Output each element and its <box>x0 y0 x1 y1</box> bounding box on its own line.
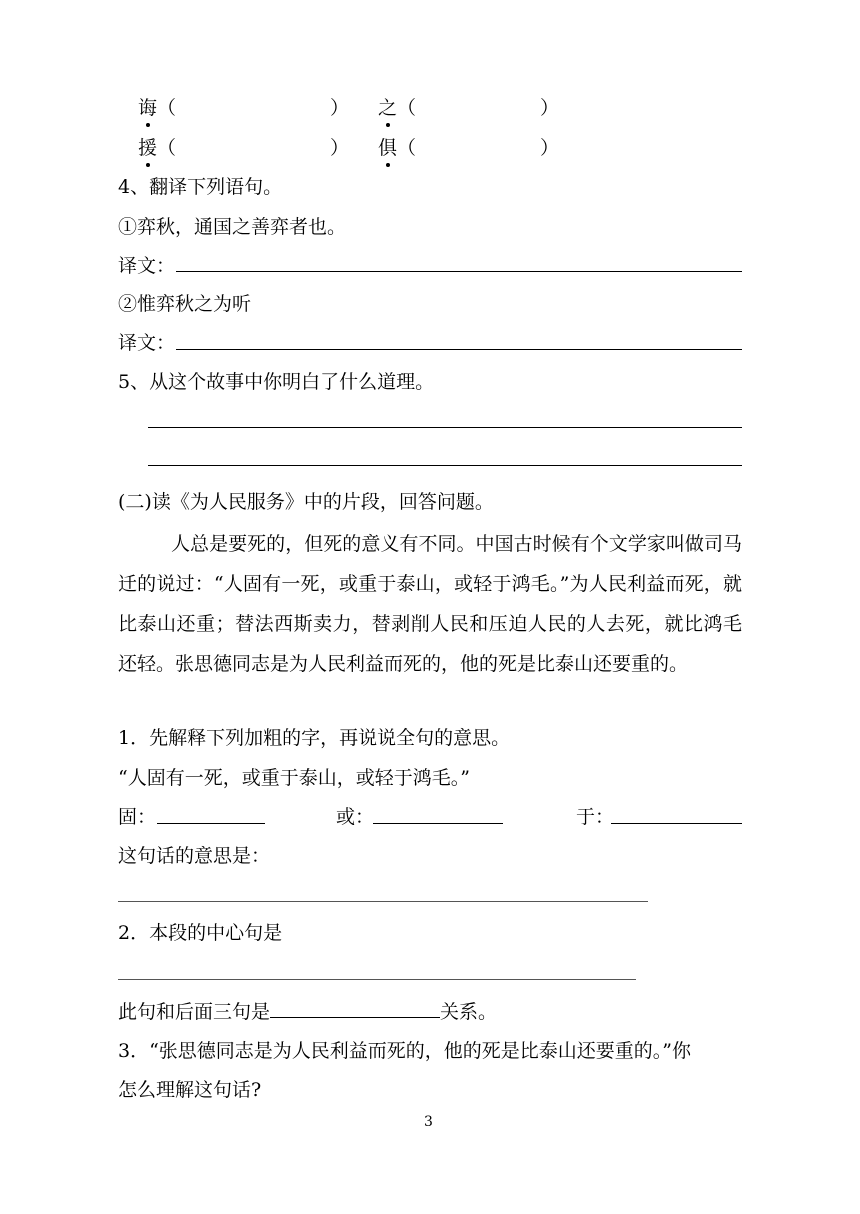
part2-heading: (二)读《为人民服务》中的片段，回答问题。 <box>118 491 494 513</box>
q1-quote: “人固有一死，或重于泰山，或轻于鸿毛。” <box>118 767 470 789</box>
q2-answer-line[interactable] <box>118 979 636 980</box>
q4-title: 4、翻译下列语句。 <box>118 176 283 198</box>
paren-close: ） <box>330 97 350 119</box>
gu-answer-line[interactable] <box>157 823 265 824</box>
vocab-char: 俱 <box>378 137 398 159</box>
q5-answer-line-2[interactable] <box>148 465 742 466</box>
vocab-row-1 <box>138 96 176 120</box>
translation-label-1: 译文： <box>118 255 176 277</box>
passage: 人总是要死的，但死的意义有不同。中国古时候有个文学家叫做司马迁的说过：“人固有一死，或重于泰山，或轻于鸿毛。”为人民利益而死，就比泰山还重；替法西斯卖力，替剥削人民和压迫人民的人去死，就比鸿毛还轻。张思德同志是为人民利益而死的，他的死是比泰山还要重的。 <box>118 533 742 675</box>
paren-open: （ <box>157 137 177 159</box>
vocab-char: 援 <box>138 137 158 159</box>
paren-close: ） <box>330 137 350 159</box>
relation-line <box>118 999 497 1024</box>
huo-answer-line[interactable] <box>373 823 503 824</box>
yu-answer-line[interactable] <box>611 823 742 824</box>
huo-label: 或： <box>336 806 375 828</box>
q2-title: 2．本段的中心句是 <box>118 922 283 944</box>
meaning-answer-line[interactable] <box>118 901 648 902</box>
paren-open: （ <box>157 97 177 119</box>
translation-label-2: 译文： <box>118 332 176 354</box>
gu-label: 固： <box>118 806 157 828</box>
paren-close: ） <box>540 97 560 119</box>
relation-answer-blank[interactable] <box>270 999 440 1018</box>
q3-line-1: 3．“张思德同志是为人民利益而死的，他的死是比泰山还要重的。”你 <box>118 1040 692 1062</box>
yu-label: 于： <box>576 806 615 828</box>
q4-sentence-1: ①弈秋，通国之善弈者也。 <box>118 216 347 238</box>
vocab-char: 之 <box>378 97 398 119</box>
page-number: 3 <box>424 1114 433 1130</box>
paren-open: （ <box>397 97 417 119</box>
q1-title: 1．先解释下列加粗的字，再说说全句的意思。 <box>118 727 511 749</box>
relation-post: 关系。 <box>440 1001 498 1023</box>
translation-answer-line-2[interactable] <box>176 349 742 350</box>
vocab-row-2 <box>138 136 176 160</box>
translation-answer-line-1[interactable] <box>176 271 742 272</box>
q5-answer-line-1[interactable] <box>148 427 742 428</box>
q5-title: 5、从这个故事中你明白了什么道理。 <box>118 371 435 393</box>
vocab-char: 诲 <box>138 97 158 119</box>
vocab-row-1-b <box>378 96 416 120</box>
q4-sentence-2: ②惟弈秋之为听 <box>118 293 252 315</box>
paren-close: ） <box>540 137 560 159</box>
q3-line-2: 怎么理解这句话? <box>118 1079 262 1101</box>
meaning-label: 这句话的意思是： <box>118 845 271 867</box>
paren-open: （ <box>397 137 417 159</box>
vocab-row-2-b <box>378 136 416 160</box>
relation-pre: 此句和后面三句是 <box>118 1001 271 1023</box>
